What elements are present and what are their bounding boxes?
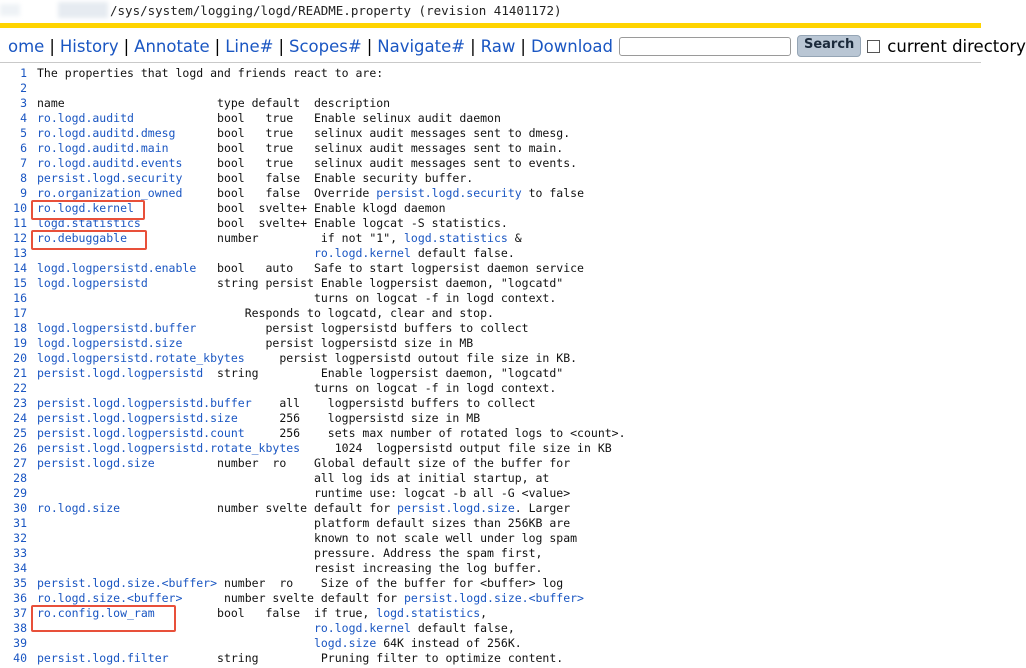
code-line: [0, 351, 981, 366]
code-line: [0, 651, 981, 666]
line-number-link[interactable]: 2: [20, 81, 27, 95]
code-text: 256 logpersistd size in MB: [237, 411, 481, 425]
line-number-link[interactable]: 31: [13, 516, 27, 530]
property-link[interactable]: ro.organization_owned: [37, 186, 183, 200]
property-link[interactable]: ro.logd.auditd: [37, 111, 134, 125]
line-text: [37, 501, 570, 516]
line-text: [37, 366, 563, 381]
code-line: [0, 216, 981, 231]
line-number-link[interactable]: 5: [20, 126, 27, 140]
property-link[interactable]: logd.statistics: [403, 231, 508, 245]
nav-separator: |: [366, 36, 373, 56]
nav-home-link[interactable]: ome: [8, 36, 45, 56]
code-text: number svelte default for: [182, 591, 404, 605]
code-text: The properties that logd and friends react to are:: [37, 66, 384, 80]
line-number-link[interactable]: 19: [13, 336, 27, 350]
line-number-link[interactable]: 14: [13, 261, 27, 275]
line-text: [37, 396, 536, 411]
property-link[interactable]: persist.logd.security: [376, 186, 522, 200]
line-text: [37, 336, 473, 351]
code-text: bool false Enable security buffer.: [182, 171, 474, 185]
line-number-link[interactable]: 33: [13, 546, 27, 560]
line-text: [37, 456, 570, 471]
property-link[interactable]: logd.logpersistd.size: [37, 336, 183, 350]
line-number-link[interactable]: 39: [13, 636, 27, 650]
code-line: [0, 156, 981, 171]
line-number-link[interactable]: 29: [13, 486, 27, 500]
code-line: [0, 381, 981, 396]
code-text: resist increasing the log buffer.: [37, 561, 543, 575]
code-line: [0, 516, 981, 531]
line-number-link[interactable]: 30: [13, 501, 27, 515]
line-text: [37, 636, 522, 651]
property-link[interactable]: logd.logpersistd.rotate_kbytes: [37, 351, 245, 365]
code-text: ,: [480, 606, 488, 620]
line-text: [37, 186, 584, 201]
nav-scopes-link[interactable]: Scopes#: [289, 36, 362, 56]
line-text: [37, 141, 563, 156]
code-text: 64K instead of 256K.: [376, 636, 522, 650]
line-text: [37, 516, 570, 531]
property-link[interactable]: ro.logd.size: [37, 501, 121, 515]
line-number-link[interactable]: 28: [13, 471, 27, 485]
line-text: [37, 96, 390, 111]
code-text: platform default sizes than 256KB are: [37, 516, 571, 530]
code-text: bool svelte+ Enable klogd daemon: [133, 201, 446, 215]
checkbox-label: current directory: [887, 36, 1026, 56]
property-link[interactable]: persist.logd.size: [397, 501, 515, 515]
nav-separator: |: [123, 36, 130, 56]
property-link[interactable]: persist.logd.size.<buffer>: [37, 576, 218, 590]
code-text: all log ids at initial startup, at: [37, 471, 550, 485]
code-text: [37, 636, 314, 650]
line-number-link[interactable]: 18: [13, 321, 27, 335]
code-text: number ro Size of the buffer for <buffer> log: [217, 576, 564, 590]
line-number-link[interactable]: 6: [20, 141, 27, 155]
code-text: persist logpersistd size in MB: [182, 336, 474, 350]
property-link[interactable]: persist.logd.logpersistd.size: [37, 411, 238, 425]
property-link[interactable]: logd.logpersistd: [37, 276, 148, 290]
property-link[interactable]: ro.logd.size.<buffer>: [37, 591, 183, 605]
line-text: [37, 651, 563, 666]
line-text: [37, 546, 542, 561]
code-line: [0, 291, 981, 306]
code-line: [0, 396, 981, 411]
code-line: [0, 546, 981, 561]
redacted-area: [0, 4, 20, 16]
line-text: [37, 381, 556, 396]
line-number-link[interactable]: 37: [13, 606, 27, 620]
search-input[interactable]: [619, 37, 791, 56]
code-text: 1024 logpersistd output file size in KB: [300, 441, 612, 455]
code-line: [0, 201, 981, 216]
nav-download-link[interactable]: Download: [530, 36, 613, 56]
code-text: &: [507, 231, 522, 245]
code-line: [0, 111, 981, 126]
line-text: [37, 111, 501, 126]
property-link[interactable]: persist.logd.size: [37, 456, 155, 470]
line-number-link[interactable]: 9: [20, 186, 27, 200]
code-text: number svelte default for: [120, 501, 398, 515]
property-link[interactable]: persist.logd.logpersistd.count: [37, 426, 245, 440]
code-text: bool auto Safe to start logpersist daemon service: [196, 261, 584, 275]
code-line: [0, 636, 981, 651]
code-text: bool false Override: [182, 186, 377, 200]
code-line: [0, 441, 981, 456]
property-link[interactable]: ro.config.low_ram: [37, 606, 155, 620]
code-line: [0, 426, 981, 441]
code-text: bool true selinux audit messages sent to events.: [182, 156, 578, 170]
line-number-link[interactable]: 38: [13, 621, 27, 635]
line-number-link[interactable]: 35: [13, 576, 27, 590]
code-text: Responds to logcatd, clear and stop.: [37, 306, 494, 320]
code-line: [0, 126, 981, 141]
code-line: [0, 501, 981, 516]
property-link[interactable]: ro.logd.kernel: [313, 621, 411, 635]
line-text: [37, 321, 529, 336]
code-text: turns on logcat -f in logd context.: [37, 381, 557, 395]
code-text: default false,: [410, 621, 515, 635]
line-number-link[interactable]: 22: [13, 381, 27, 395]
line-text: [37, 261, 584, 276]
highlight-box: [31, 200, 145, 220]
line-number-link[interactable]: 15: [13, 276, 27, 290]
property-link[interactable]: ro.logd.auditd.dmesg: [37, 126, 176, 140]
code-text: bool svelte+ Enable logcat -S statistics.: [140, 216, 508, 230]
property-link[interactable]: persist.logd.security: [37, 171, 183, 185]
line-number-link[interactable]: 34: [13, 561, 27, 575]
line-number-link[interactable]: 32: [13, 531, 27, 545]
line-number-link[interactable]: 26: [13, 441, 27, 455]
line-text: [37, 276, 563, 291]
code-text: name type default description: [37, 96, 391, 110]
code-line: [0, 246, 981, 261]
line-text: [37, 561, 542, 576]
navigation-bar: [0, 28, 1026, 62]
property-link[interactable]: persist.logd.logpersistd.buffer: [37, 396, 252, 410]
property-link[interactable]: logd.statistics: [376, 606, 481, 620]
line-number-link[interactable]: 24: [13, 411, 27, 425]
property-link[interactable]: logd.logpersistd.enable: [37, 261, 197, 275]
code-line: [0, 171, 981, 186]
property-link[interactable]: persist.logd.filter: [37, 651, 169, 665]
property-link[interactable]: ro.logd.auditd.events: [37, 156, 183, 170]
code-line: [0, 81, 981, 96]
nav-history-link[interactable]: History: [59, 36, 119, 56]
code-text: bool false if true,: [154, 606, 377, 620]
code-line: [0, 306, 981, 321]
line-text: [37, 426, 626, 441]
line-text: [37, 441, 612, 456]
code-text: number ro Global default size of the buffer for: [154, 456, 571, 470]
nav-line-link[interactable]: Line#: [225, 36, 274, 56]
line-text: [37, 471, 549, 486]
line-number-link[interactable]: 21: [13, 366, 27, 380]
code-text: pressure. Address the spam first,: [37, 546, 543, 560]
line-number-link[interactable]: 12: [13, 231, 27, 245]
code-line: [0, 561, 981, 576]
nav-raw-link[interactable]: Raw: [480, 36, 516, 56]
property-link[interactable]: ro.debuggable: [37, 231, 128, 245]
line-number-link[interactable]: 3: [20, 96, 27, 110]
property-link[interactable]: persist.logd.logpersistd.rotate_kbytes: [37, 441, 301, 455]
code-text: runtime use: logcat -b all -G <value>: [37, 486, 571, 500]
code-text: string Enable logpersist daemon, "logcatd": [203, 366, 564, 380]
code-text: . Larger: [514, 501, 571, 515]
property-link[interactable]: persist.logd.logpersistd: [37, 366, 204, 380]
line-text: [37, 531, 577, 546]
code-line: [0, 471, 981, 486]
nav-separator: |: [49, 36, 55, 56]
code-text: 256 sets max number of rotated logs to <count>.: [244, 426, 626, 440]
line-number-link[interactable]: 36: [13, 591, 27, 605]
code-line: [0, 576, 981, 591]
line-text: [37, 126, 570, 141]
line-number-link[interactable]: 1: [20, 66, 27, 80]
nav-separator: |: [520, 36, 526, 56]
line-number-link[interactable]: 10: [13, 201, 27, 215]
line-text: [37, 591, 584, 606]
code-line: [0, 141, 981, 156]
line-text: [37, 291, 556, 306]
code-line: [0, 186, 981, 201]
property-link[interactable]: logd.size: [313, 636, 377, 650]
code-line: [0, 96, 981, 111]
line-number-link[interactable]: 4: [20, 111, 27, 125]
search-button[interactable]: Search: [797, 35, 861, 57]
line-text: [37, 171, 473, 186]
line-number-link[interactable]: 13: [13, 246, 27, 260]
code-text: all logpersistd buffers to collect: [251, 396, 536, 410]
line-text: [37, 156, 577, 171]
line-number-link[interactable]: 27: [13, 456, 27, 470]
code-line: [0, 456, 981, 471]
property-link[interactable]: ro.logd.kernel: [37, 201, 134, 215]
file-path: /sys/system/logging/logd/README.property (revision 41401172): [110, 3, 562, 18]
code-text: bool true Enable selinux audit daemon: [133, 111, 501, 125]
code-line: [0, 531, 981, 546]
code-text: default false.: [410, 246, 515, 260]
code-text: persist logpersistd outout file size in KB.: [244, 351, 578, 365]
property-link[interactable]: logd.logpersistd.buffer: [37, 321, 197, 335]
code-text: to false: [521, 186, 584, 200]
line-number-link[interactable]: 25: [13, 426, 27, 440]
line-number-link[interactable]: 17: [13, 306, 27, 320]
highlight-box: [31, 605, 176, 632]
current-directory-checkbox[interactable]: [867, 40, 880, 53]
line-number-link[interactable]: 23: [13, 396, 27, 410]
line-number-link[interactable]: 11: [13, 216, 27, 230]
code-line: [0, 336, 981, 351]
highlight-box: [31, 230, 147, 250]
code-text: known to not scale well under log spam: [37, 531, 578, 545]
divider: [0, 62, 981, 63]
code-line: [0, 411, 981, 426]
code-line: [0, 366, 981, 381]
redacted-area: [58, 2, 108, 18]
code-line: [0, 591, 981, 606]
code-line: [0, 261, 981, 276]
nav-separator: |: [214, 36, 221, 56]
line-number-link[interactable]: 16: [13, 291, 27, 305]
code-line: [0, 486, 981, 501]
code-text: persist logpersistd buffers to collect: [196, 321, 529, 335]
property-link[interactable]: logd.statistics: [37, 216, 141, 230]
line-number-link[interactable]: 20: [13, 351, 27, 365]
line-number-link[interactable]: 8: [20, 171, 27, 185]
code-text: bool true selinux audit messages sent to dmesg.: [175, 126, 571, 140]
line-text: [37, 66, 383, 81]
line-text: [37, 486, 570, 501]
code-line: [0, 321, 981, 336]
line-number-link[interactable]: 7: [20, 156, 27, 170]
code-text: bool true selinux audit messages sent to main.: [168, 141, 564, 155]
line-text: [37, 411, 480, 426]
code-view: [0, 66, 981, 666]
code-line: [0, 231, 981, 246]
nav-annotate-link[interactable]: Annotate: [134, 36, 210, 56]
code-line: [0, 66, 981, 81]
code-line: [0, 276, 981, 291]
line-text: [37, 576, 563, 591]
code-text: number if not "1",: [127, 231, 404, 245]
code-text: turns on logcat -f in logd context.: [37, 291, 557, 305]
code-text: string Pruning filter to optimize content.: [168, 651, 564, 665]
property-link[interactable]: ro.logd.auditd.main: [37, 141, 169, 155]
property-link[interactable]: persist.logd.size.<buffer>: [403, 591, 584, 605]
line-text: [37, 351, 577, 366]
line-text: [37, 306, 494, 321]
code-text: string persist Enable logpersist daemon, "logcatd": [147, 276, 564, 290]
nav-navigate-link[interactable]: Navigate#: [377, 36, 466, 56]
line-number-link[interactable]: 40: [13, 651, 27, 665]
nav-separator: |: [278, 36, 284, 56]
nav-separator: |: [470, 36, 476, 56]
property-link[interactable]: ro.logd.kernel: [313, 246, 411, 260]
